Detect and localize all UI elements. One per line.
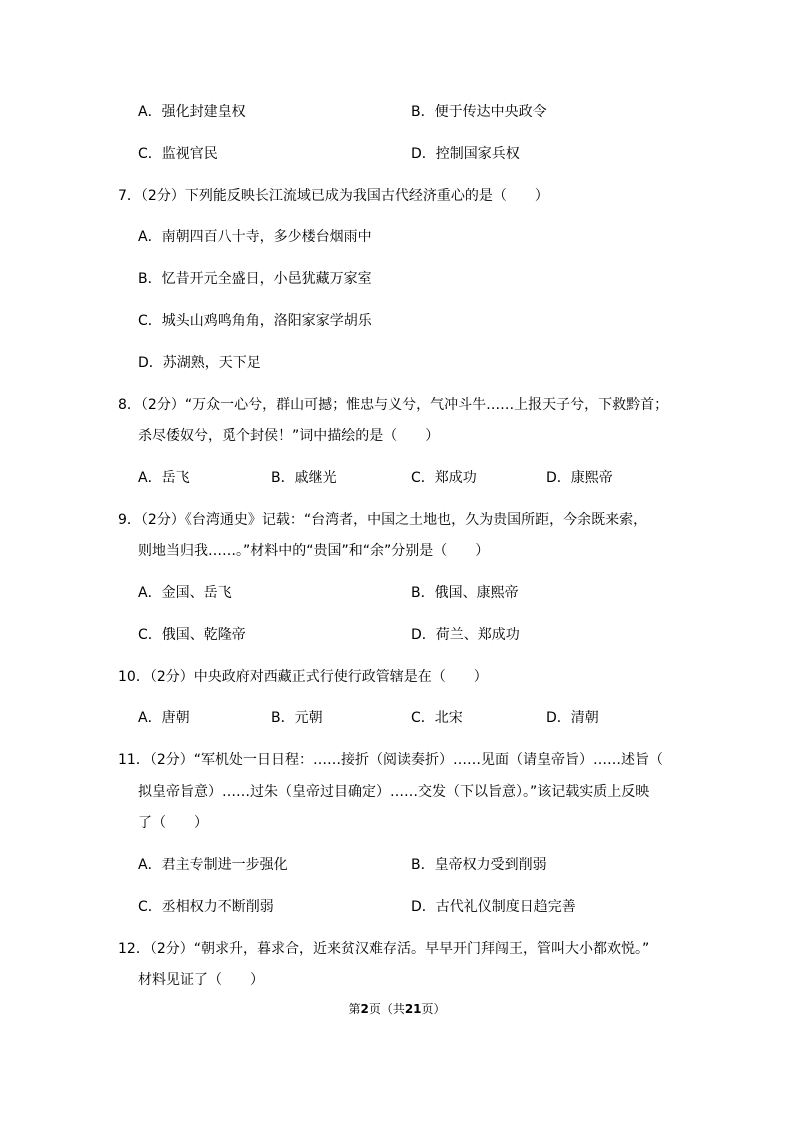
q8-stem-line1: 8．（2分）“万众一心兮，群山可撼；惟忠与义兮，气冲斗牛……上报天子兮，下救黔首； — [118, 397, 669, 413]
footer-prefix: 第 — [348, 1002, 361, 1016]
q9-option-b[interactable]: B．俄国、康熙帝 — [411, 585, 519, 601]
q9-option-d[interactable]: D．荷兰、郑成功 — [411, 627, 520, 643]
q11-option-b[interactable]: B．皇帝权力受到削弱 — [411, 857, 547, 873]
page-footer — [0, 1000, 794, 1018]
q10-option-d[interactable]: D．清朝 — [546, 710, 599, 726]
footer-total-pages: 21 — [404, 1002, 422, 1016]
q10-option-b[interactable]: B．元朝 — [271, 710, 323, 726]
q11-option-a[interactable]: A．君主专制进一步强化 — [138, 857, 288, 873]
q6-option-c[interactable]: C．监视官民 — [138, 146, 218, 162]
q12-stem-line1: 12．（2分）“朝求升，暮求合，近来贫汉难存活。早早开门拜闯王，管叫大小都欢悦。” — [118, 941, 650, 957]
q7-option-c[interactable]: C．城头山鸡鸣角角，洛阳家家学胡乐 — [138, 313, 372, 329]
q8-stem-line2: 杀尽倭奴兮，觅个封侯！”词中描绘的是（ ） — [138, 428, 440, 444]
q11-stem-line3: 了（ ） — [138, 815, 208, 831]
q7-option-b[interactable]: B．忆昔开元全盛日，小邑犹藏万家室 — [138, 271, 372, 287]
q10-option-c[interactable]: C．北宋 — [411, 710, 463, 726]
q6-option-d[interactable]: D．控制国家兵权 — [411, 146, 520, 162]
q10-option-a[interactable]: A．唐朝 — [138, 710, 190, 726]
q9-option-a[interactable]: A．金国、岳飞 — [138, 585, 232, 601]
q8-option-b[interactable]: B．戚继光 — [271, 470, 337, 486]
q6-option-b[interactable]: B．便于传达中央政令 — [411, 104, 547, 120]
q7-option-d[interactable]: D．苏湖熟，天下足 — [138, 355, 261, 371]
q9-option-c[interactable]: C．俄国、乾隆帝 — [138, 627, 246, 643]
footer-page-number: 2 — [360, 1002, 369, 1016]
q11-option-c[interactable]: C．丞相权力不断削弱 — [138, 899, 274, 915]
q8-option-a[interactable]: A．岳飞 — [138, 470, 190, 486]
q10-stem: 10．（2分）中央政府对西藏正式行使行政管辖是在（ ） — [118, 669, 488, 685]
q8-option-d[interactable]: D．康熙帝 — [546, 470, 613, 486]
footer-middle: 页（共 — [368, 1002, 405, 1016]
q11-option-d[interactable]: D．古代礼仪制度日趋完善 — [411, 899, 576, 915]
q7-option-a[interactable]: A．南朝四百八十寺，多少楼台烟雨中 — [138, 229, 372, 245]
q8-option-c[interactable]: C．郑成功 — [411, 470, 477, 486]
q6-option-a[interactable]: A．强化封建皇权 — [138, 104, 246, 120]
footer-suffix: 页） — [421, 1002, 446, 1016]
q7-stem: 7．（2分）下列能反映长江流域已成为我国古代经济重心的是（ ） — [118, 188, 549, 204]
q11-stem-line2: 拟皇帝旨意）……过朱（皇帝过目确定）……交发（下以旨意）。”该记载实质上反映 — [138, 784, 650, 800]
q9-stem-line2: 则地当归我……。”材料中的“贵国”和“余”分别是（ ） — [138, 543, 490, 559]
q12-stem-line2: 材料见证了（ ） — [138, 972, 264, 988]
q9-stem-line1: 9．（2分）《台湾通史》记载：“台湾者，中国之土地也，久为贵国所距，今余既来索， — [118, 512, 648, 528]
q11-stem-line1: 11．（2分）“军机处一日日程：……接折（阅读奏折）……见面（请皇帝旨）……述旨（ — [118, 752, 663, 768]
